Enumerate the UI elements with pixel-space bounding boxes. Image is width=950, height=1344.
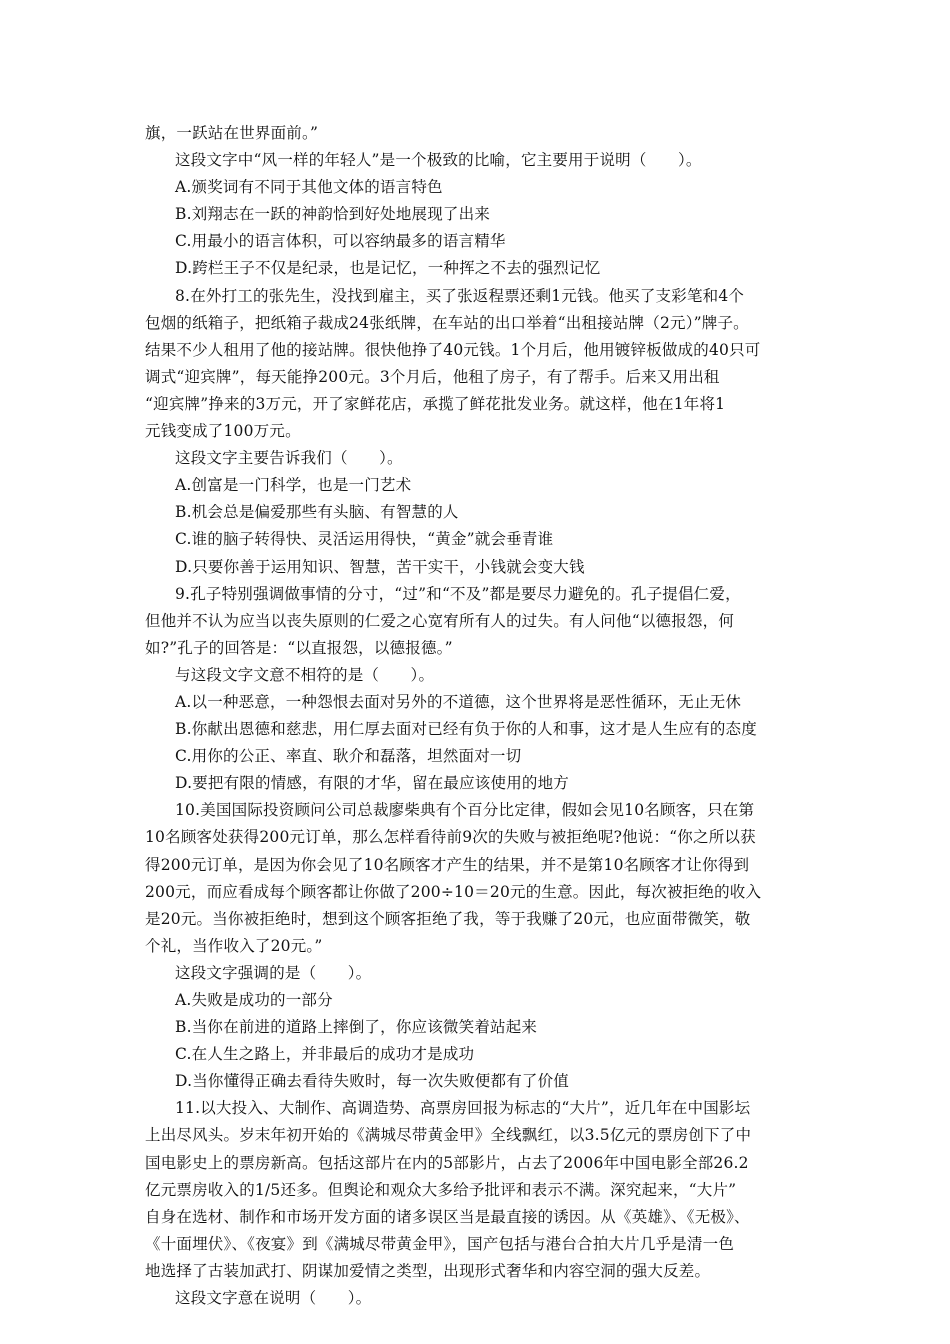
text-line: 10名顾客处获得200元订单，那么怎样看待前9次的失败与被拒绝呢?他说：“你之所以获	[145, 828, 756, 847]
text-line: 上出尽风头。岁末年初开始的《满城尽带黄金甲》全线飘红，以3.5亿元的票房创下了中	[145, 1126, 752, 1145]
text-line: 与这段文字文意不相符的是（ ）。	[175, 665, 435, 684]
text-line: B.你献出恩德和慈悲，用仁厚去面对已经有负于你的人和事，这才是人生应有的态度	[175, 720, 757, 739]
text-line: C.谁的脑子转得快、灵活运用得快，“黄金”就会垂青谁	[175, 530, 554, 549]
text-line: 但他并不认为应当以丧失原则的仁爱之心宽宥所有人的过失。有人问他“以德报怨，何	[145, 611, 735, 630]
text-line: D.只要你善于运用知识、智慧，苦干实干，小钱就会变大钱	[175, 557, 585, 576]
text-line: 200元，而应看成每个顾客都让你做了200÷10＝20元的生意。因此，每次被拒绝的收入	[145, 882, 762, 901]
text-line: 是20元。当你被拒绝时，想到这个顾客拒绝了我，等于我赚了20元，也应面带微笑，敬	[145, 909, 751, 928]
text-line: 调式“迎宾牌”，每天能挣200元。3个月后，他租了房子，有了帮手。后来又用出租	[145, 367, 720, 386]
text-line: 这段文字意在说明（ ）。	[175, 1289, 372, 1308]
text-line: 9.孔子特别强调做事情的分寸，“过”和“不及”都是要尽力避免的。孔子提倡仁爱，	[175, 584, 741, 603]
text-line: B.刘翔志在一跃的神韵恰到好处地展现了出来	[175, 205, 491, 224]
text-line: 地选择了古装加武打、阴谋加爱情之类型，出现形式奢华和内容空洞的强大反差。	[145, 1261, 711, 1280]
text-line: A.颁奖词有不同于其他文体的语言特色	[175, 178, 443, 197]
text-line: 11.以大投入、大制作、高调造势、高票房回报为标志的“大片”，近几年在中国影坛	[175, 1099, 751, 1118]
text-line: 亿元票房收入的1/5还多。但舆论和观众大多给予批评和表示不满。深究起来，“大片”	[145, 1180, 737, 1199]
text-line: C.用你的公正、率直、耿介和磊落，坦然面对一切	[175, 747, 522, 766]
text-line: D.跨栏王子不仅是纪录，也是记忆，一种挥之不去的强烈记忆	[175, 259, 601, 278]
text-line: A.创富是一门科学，也是一门艺术	[175, 476, 412, 495]
text-line: A.以一种恶意，一种怨恨去面对另外的不道德，这个世界将是恶性循环，无止无休	[175, 692, 742, 711]
text-line: B.机会总是偏爱那些有头脑、有智慧的人	[175, 503, 459, 522]
text-line: 10.美国国际投资顾问公司总裁廖柴典有个百分比定律，假如会见10名顾客，只在第	[175, 801, 755, 820]
text-line: 这段文字中“风一样的年轻人”是一个极致的比喻，它主要用于说明（ ）。	[175, 151, 702, 170]
text-line: 包烟的纸箱子，把纸箱子裁成24张纸牌，在车站的出口举着“出租接站牌（2元）”牌子。	[145, 313, 749, 332]
text-line: 得200元订单，是因为你会见了10名顾客才产生的结果，并不是第10名顾客才让你得到	[145, 855, 750, 874]
text-line: 结果不少人租用了他的接站牌。很快他挣了40元钱。1个月后，他用镀锌板做成的40只可	[145, 340, 761, 359]
text-line: 元钱变成了100万元。	[145, 422, 301, 441]
text-line: 这段文字强调的是（ ）。	[175, 963, 372, 982]
text-line: “迎宾牌”挣来的3万元，开了家鲜花店，承揽了鲜花批发业务。就这样，他在1年将1	[145, 394, 726, 413]
text-line: 8.在外打工的张先生，没找到雇主，买了张返程票还剩1元钱。他买了支彩笔和4个	[175, 286, 745, 305]
text-line: 自身在选材、制作和市场开发方面的诸多误区当是最直接的诱因。从《英雄》、《无极》、	[145, 1207, 750, 1226]
text-line: 如?”孔子的回答是：“以直报怨，以德报德。”	[145, 638, 453, 657]
text-line: C.用最小的语言体积，可以容纳最多的语言精华	[175, 232, 506, 251]
text-line: 《十面埋伏》、《夜宴》到《满城尽带黄金甲》，国产包括与港台合拍大片几乎是清一色	[145, 1234, 735, 1253]
text-line: C.在人生之路上，并非最后的成功才是成功	[175, 1045, 475, 1064]
text-line: 个礼，当作收入了20元。”	[145, 936, 323, 955]
text-line: B.当你在前进的道路上摔倒了，你应该微笑着站起来	[175, 1018, 538, 1037]
text-line: D.要把有限的情感，有限的才华，留在最应该使用的地方	[175, 774, 570, 793]
document-page	[145, 120, 810, 1312]
text-line: 旗，一跃站在世界面前。”	[145, 124, 319, 142]
text-line: 这段文字主要告诉我们（ ）。	[175, 449, 403, 468]
text-line: A.失败是成功的一部分	[175, 991, 333, 1009]
text-line: D.当你懂得正确去看待失败时，每一次失败便都有了价值	[175, 1072, 570, 1091]
text-line: 国电影史上的票房新高。包括这部片在内的5部影片，占去了2006年中国电影全部26.2	[145, 1153, 749, 1172]
